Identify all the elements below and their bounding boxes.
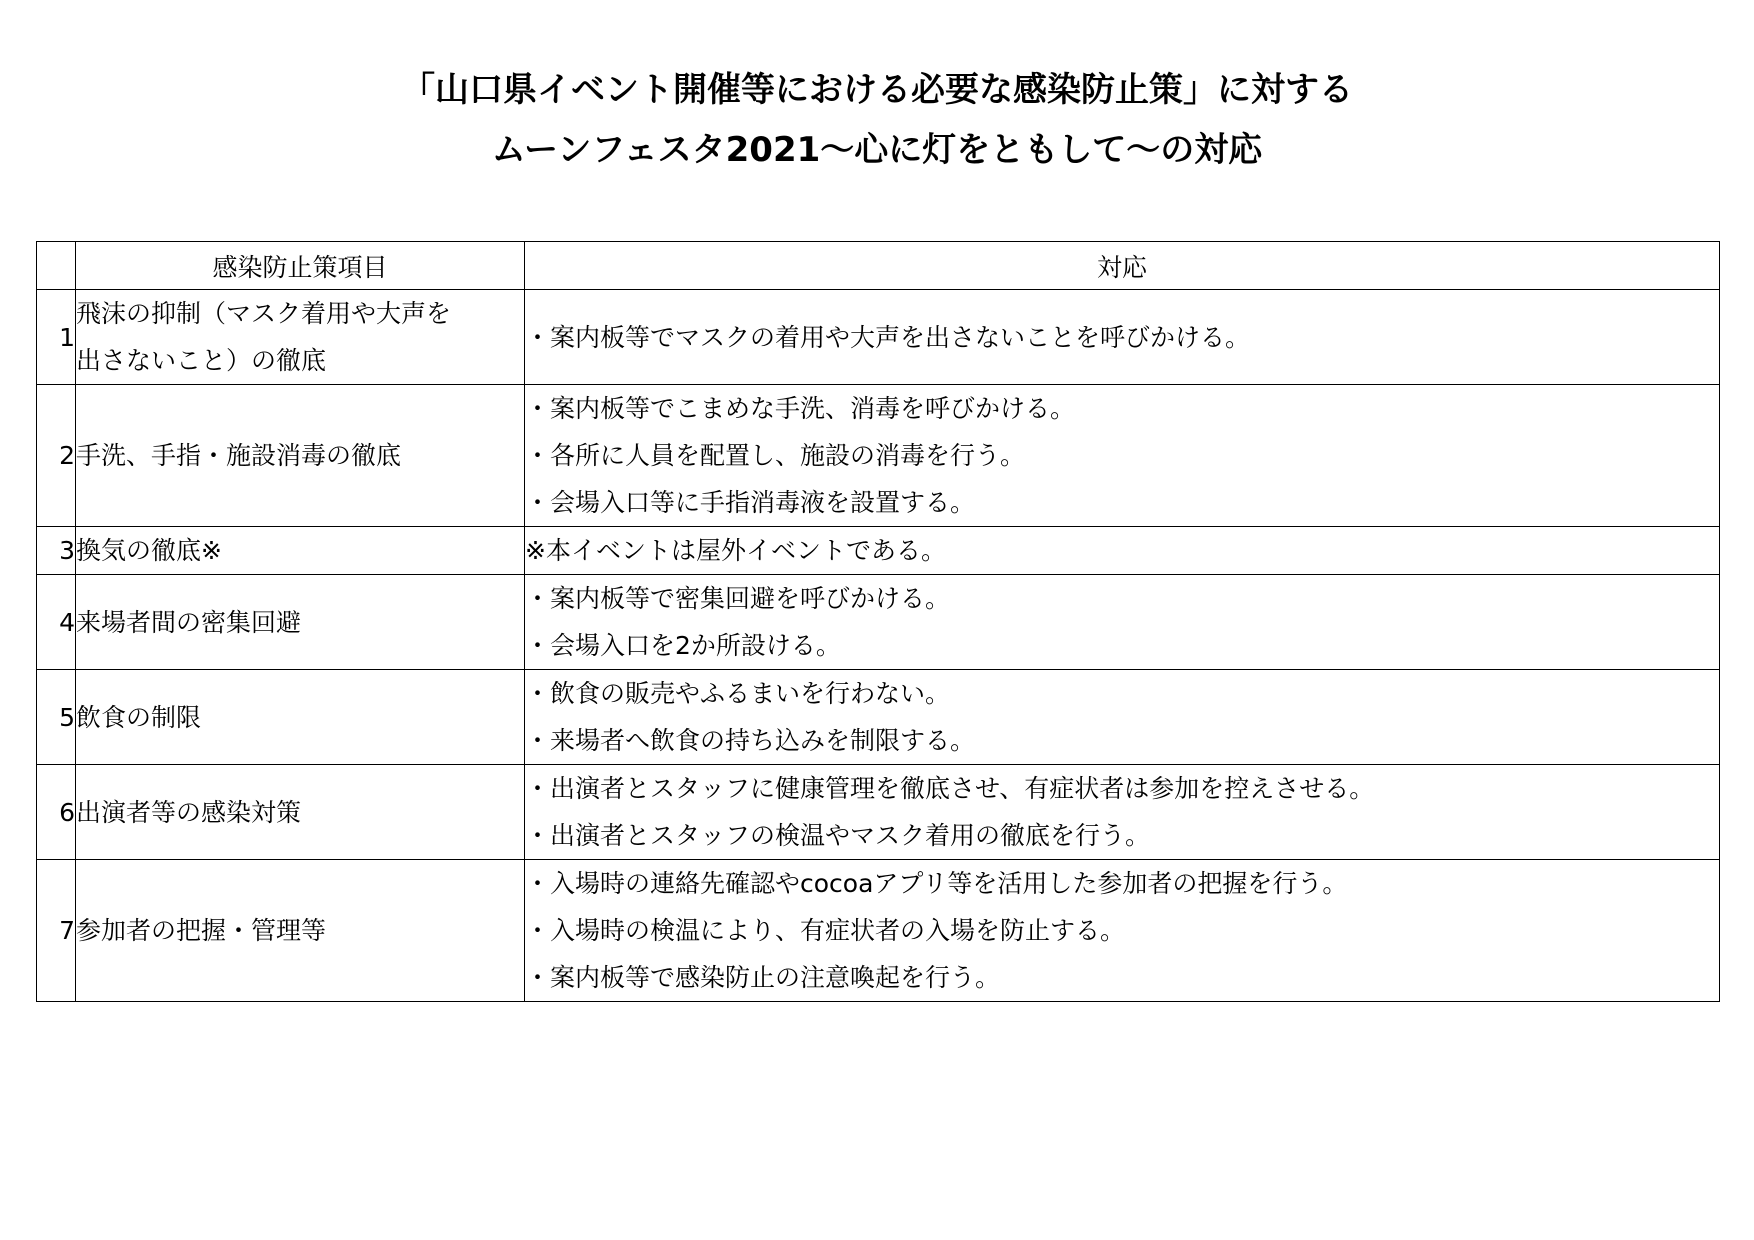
row-number: 2 [37,385,76,527]
measure-item-cell [76,575,525,670]
infection-measures-table [36,241,1720,1002]
header-measure-item: 感染防止策項目 [76,242,525,290]
row-number: 7 [37,860,76,1002]
measure-item-text: 来場者間の密集回避 [76,607,302,637]
response-cell [525,860,1720,1002]
table-row [37,290,1720,385]
measure-item-cell [76,290,525,385]
response-text: ・各所に人員を配置し、施設の消毒を行う。 [525,441,1026,470]
response-cell [525,290,1720,385]
response-text: ・案内板等でこまめな手洗、消毒を呼びかける。 [525,394,1076,423]
response-text: ・入場時の検温により、有症状者の入場を防止する。 [525,916,1126,945]
table-row [37,860,1720,1002]
table-row [37,527,1720,575]
measure-item-cell [76,860,525,1002]
measure-item-text: 参加者の把握・管理等 [76,916,327,945]
measure-item-text: 換気の徹底※ [76,536,222,565]
title-line-2: ムーンフェスタ2021～心に灯をともして～の対応 [491,130,1263,170]
title-line-1: 「山口県イベント開催等における必要な感染防止策」に対する [401,70,1353,110]
measure-item-text: 出演者等の感染対策 [76,797,302,827]
header-response: 対応 [525,242,1720,290]
row-number: 5 [37,670,76,765]
measure-item-text: 出さないこと）の徹底 [76,346,327,375]
row-number: 1 [37,290,76,385]
measure-item-cell [76,527,525,575]
measure-item-text: 飲食の制限 [76,702,202,732]
row-number: 3 [37,527,76,575]
response-text: ・出演者とスタッフに健康管理を徹底させ、有症状者は参加を控えさせる。 [525,774,1375,803]
table-header-row [37,242,1720,290]
response-text: ・案内板等で感染防止の注意喚起を行う。 [525,963,1001,992]
response-text: ・出演者とスタッフの検温やマスク着用の徹底を行う。 [525,821,1151,850]
table-row [37,765,1720,860]
measure-item-cell [76,385,525,527]
response-cell [525,575,1720,670]
response-cell [525,527,1720,575]
response-text: ・案内板等で密集回避を呼びかける。 [525,584,951,613]
response-cell [525,670,1720,765]
measure-item-text: 飛沫の抑制（マスク着用や大声を [76,299,452,328]
response-text: ・来場者へ飲食の持ち込みを制限する。 [525,726,976,755]
response-text: ・案内板等でマスクの着用や大声を出さないことを呼びかける。 [525,322,1251,352]
table-row [37,575,1720,670]
measure-item-cell [76,670,525,765]
response-cell [525,385,1720,527]
measure-item-cell [76,765,525,860]
response-text: ・飲食の販売やふるまいを行わない。 [525,679,951,708]
response-text: ・会場入口を2か所設ける。 [525,631,841,660]
response-text: ・会場入口等に手指消毒液を設置する。 [525,488,976,517]
table-row [37,670,1720,765]
row-number: 4 [37,575,76,670]
header-number [37,242,76,290]
table-row [37,385,1720,527]
response-text: ※本イベントは屋外イベントである。 [525,536,946,565]
response-cell [525,765,1720,860]
response-text: ・入場時の連絡先確認やcocoaアプリ等を活用した参加者の把握を行う。 [525,869,1348,898]
measure-item-text: 手洗、手指・施設消毒の徹底 [76,441,402,470]
document-title [0,60,1754,180]
row-number: 6 [37,765,76,860]
